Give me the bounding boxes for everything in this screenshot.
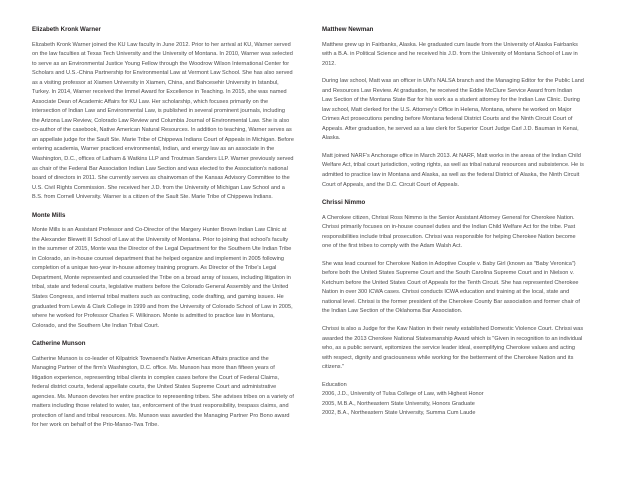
left-column [32, 26, 294, 481]
bio-monte-mills [32, 212, 294, 331]
education-item: 2006, J.D., University of Tulsa College of Law, with Highest Honor [322, 391, 484, 398]
bio-paragraph: A Cherokee citizen, Chrissi Ross Nimmo is the Senior Assistant Attorney General for Cherokee Nation. Chrissi primarily focuses on in-house counsel duties and the Indian Child Welfare Act for the tribe. Past responsibilities include tribal prosecution. Chrissi was responsible for helping Cherokee Nation become one of the first tribes to comply with the Adam Walsh Act. [322, 214, 576, 250]
bio-elizabeth-kronk-warner [32, 26, 294, 203]
education-block [322, 381, 584, 419]
bio-heading: Monte Mills [32, 211, 66, 219]
bio-paragraph: Catherine Munson is co-leader of Kilpatrick Townsend's Native American Affairs practice and the Managing Partner of the firm's Washington, D.C. office. Ms. Munson has more than fifteen years of litigation experience, representing tribal clients in complex cases before the Court of Federal Claims, federal district courts, federal appellate courts, the United States Supreme Court and administrative agencies. Ms. Munson devotes her entire practice to representing tribes. She advises tribes on a variety of matters including those related to water, tax, enforcement of the trust responsibility, trespass claims, and protection of land and tribal resources. Ms. Munson was awarded the Managing Partner Pro Bono award for her work on behalf of the Prio-Manso-Twa Tribe. [32, 355, 294, 429]
bio-heading: Chrissi Nimmo [322, 199, 366, 207]
bio-paragraph: Matt joined NARF's Anchorage office in March 2013. At NARF, Matt works in the areas of the Indian Child Welfare Act, tribal court jurisdiction, voting rights, as well as tribal natural resources and subsistence. He is admitted to practice law in Montana and Alaska, as well as the federal District of Alaska, the Ninth Circuit Court of Appeals, and the D.C. Circuit Court of Appeals. [322, 152, 584, 188]
education-item: 2002, B.A., Northeastern State University, Summa Cum Laude [322, 410, 476, 417]
bio-heading: Matthew Newman [322, 26, 374, 33]
right-column [322, 26, 584, 481]
bio-paragraph: She was lead counsel for Cherokee Nation in Adoptive Couple v. Baby Girl (known as "Baby Veronica") before both the United States Supreme Court and the South Carolina Supreme Court and in Nielson v. Ketchum before the United States Court of Appeals for the Tenth Circuit. She has represented Cherokee Nation in over 300 ICWA cases. Chrissi conducts ICWA education and training at the local, state and national level. Chrissi is the former president of the Cherokee County Bar association and former chair of the Indian Law Section of the Oklahoma Bar Association. [322, 260, 580, 315]
bio-heading: Catherine Munson [32, 340, 86, 348]
bio-matthew-newman [322, 26, 584, 190]
education-list [322, 390, 584, 419]
bio-paragraph: Matthew grew up in Fairbanks, Alaska. He graduated cum laude from the University of Alaska Fairbanks with a B.A. in Political Science and he received his J.D. from the University of Montana School of Law in 2012. [322, 41, 578, 67]
education-heading: Education [322, 381, 347, 388]
two-column-layout [32, 26, 604, 481]
bio-paragraph: Monte Mills is an Assistant Professor and Co-Director of the Margery Hunter Brown Indian Law Clinic at the Alexander Blewett III School of Law at the University of Montana. Prior to joining that school's faculty in the summer of 2015, Monte was the Director of the Legal Department for the Southern Ute Indian Tribe in Colorado, an in-house counsel department that he helped organize and implement in 2005 following completion of a unique two-year in-house attorney training program. As Director of the Tribe's Legal Department, Monte represented and counseled the Tribe on a broad array of issues, including litigation in tribal, state and federal courts, legislative matters before the Colorado General Assembly and the United States Congress, and internal tribal matters such as contracting, code drafting, and gaming issues. He graduated from Lewis & Clark College in 1999 and from the University of Colorado School of Law in 2005, where he worked for Professor Charles F. Wilkinson. Monte is admitted to practice law in Montana, Colorado, and the Southern Ute Indian Tribal Court. [32, 227, 293, 329]
education-item: 2005, M.B.A., Northeastern State University, Honors Graduate [322, 400, 475, 407]
bio-catherine-munson [32, 340, 294, 431]
bio-paragraph: Elizabeth Kronk Warner joined the KU Law faculty in June 2012. Prior to her arrival at KU, Warner served on the law faculties at Texas Tech University and the University of Montana. In 2010, Warner was selected to serve as an Environmental Justice Young Fellow through the Woodrow Wilson International Center for Scholars and U.S.-China Partnership for Environmental Law at Vermont Law School. She has also served as a visiting professor at Xiamen University in Xiamen, China, and Bahcesehir University in Istanbul, Turkey. In 2014, Warner received the Immel Award for Excellence in Teaching. In 2015, she was named Associate Dean of Academic Affairs for KU Law. Her scholarship, which focuses primarily on the intersection of Indian Law and Environmental Law, is published in several prominent journals, including the Arizona Law Review, Colorado Law Review and Columbia Journal of Environmental Law. She is also co-author of the casebook, Native American Natural Resources. In addition to teaching, Warner serves as an appellate judge for the Sault Ste. Marie Tribe of Chippewa Indians Court of Appeals in Michigan. Before entering academia, Warner practiced environmental, Indian, and energy law as an associate in the Washington, D.C., offices of Latham & Watkins LLP and Troutman Sanders LLP. Warner previously served as chair of the Federal Bar Association Indian Law Section and was elected to the Association's national board of directors in 2011. She currently serves as chairwoman of the Kansas Advisory Committee to the U.S. Civil Rights Commission. She received her J.D. from the University of Michigan Law School and a B.S. from Cornell University. Warner is a citizen of the Sault Ste. Marie Tribe of Chippewa Indians. [32, 41, 294, 201]
bio-heading: Elizabeth Kronk Warner [32, 26, 101, 33]
bio-paragraph: Chrissi is also a Judge for the Kaw Nation in their newly established Domestic Violence Court. Chrissi was awarded the 2013 Cherokee National Statesmanship Award which is "Given in recognition to an individual who, as a public servant, epitomizes the service leader ideal, exemplifying Cherokee values and acting with respect, dignity and graciousness while working for the betterment of the Cherokee Nation and its citizens." [322, 325, 584, 371]
bio-chrissi-nimmo [322, 199, 584, 419]
bio-paragraph: During law school, Matt was an officer in UM's NALSA branch and the Managing Editor for the Public Land and Resources Law Review. At graduation, he received the Eddie McClure Service Award from Indian Law Section of the Montana State Bar for his work as a student attorney for the Indian Law Clinic. During law school, Matt clerked for the U.S. Attorney's Office in Helena, Montana, where he worked on Major Crimes Act prosecutions pending before Montana federal District Courts and the Ninth Circuit Court of Appeals. After graduation, he served as a law clerk for Superior Court Judge Carl J.D. Bauman in Kenai, Alaska. [322, 78, 584, 142]
